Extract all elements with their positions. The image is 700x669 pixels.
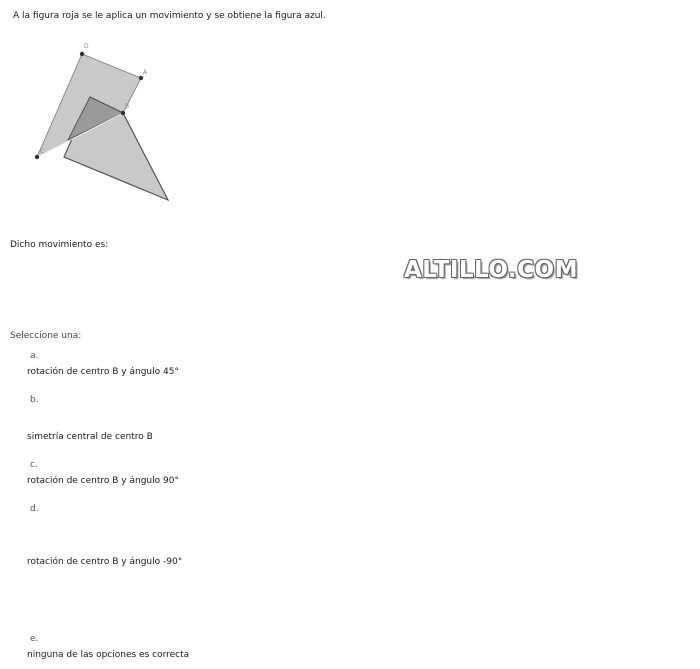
watermark-logo: ALTILLO.COM xyxy=(404,257,578,283)
question-text: A la figura roja se le aplica un movimiento y se obtiene la figura azul. xyxy=(13,11,326,21)
option-c-text[interactable]: rotación de centro B y ángulo 90° xyxy=(27,476,179,486)
option-a-letter: a. xyxy=(30,351,39,361)
option-b-letter: b. xyxy=(30,395,39,405)
option-c-letter: c. xyxy=(30,460,38,470)
label-c: C xyxy=(40,148,45,155)
prompt-text: Dicho movimiento es: xyxy=(10,240,109,250)
option-d-letter: d. xyxy=(30,504,39,514)
point-b xyxy=(121,111,125,115)
label-d: D xyxy=(84,43,89,50)
label-a: A xyxy=(143,69,148,76)
label-b: B xyxy=(125,103,130,110)
option-e-letter: e. xyxy=(30,634,39,644)
geometry-figure xyxy=(30,40,180,210)
option-d-text[interactable]: rotación de centro B y ángulo -90° xyxy=(27,557,183,567)
point-d xyxy=(80,52,84,56)
option-b-text[interactable]: simetría central de centro B xyxy=(27,432,153,442)
option-a-text[interactable]: rotación de centro B y ángulo 45° xyxy=(27,367,179,377)
option-e-text[interactable]: ninguna de las opciones es correcta xyxy=(27,650,190,660)
select-one-label: Seleccione una: xyxy=(10,331,82,341)
point-c xyxy=(35,155,39,159)
point-a xyxy=(139,76,143,80)
